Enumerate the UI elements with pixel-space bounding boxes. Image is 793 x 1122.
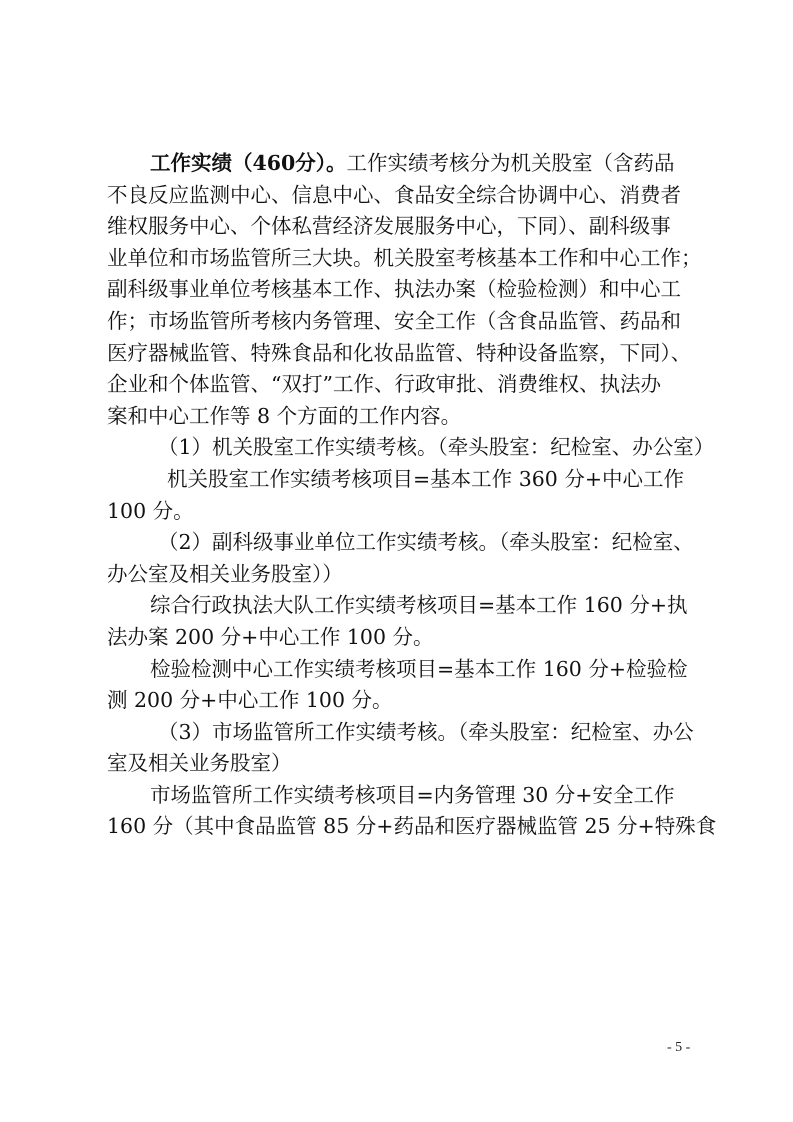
section3-item-line: 市场监管所工作实绩考核项目=内务管理 30 分+安全工作 — [150, 782, 675, 807]
para1-line: 副科级事业单位考核基本工作、执法办案（检验检测）和中心工 — [107, 277, 681, 302]
section-heading: 工作实绩（460分）。 — [150, 151, 347, 175]
section1-item-line: 机关股室工作实绩考核项目=基本工作 360 分+中心工作 — [167, 466, 685, 491]
para1-line: 维权服务中心、个体私营经济发展服务中心，下同）、副科级事 — [107, 214, 671, 239]
section2-item1-line: 综合行政执法大队工作实绩考核项目=基本工作 160 分+执 — [150, 593, 688, 618]
section2-title-line: 办公室及相关业务股室）） — [107, 561, 343, 586]
para1-line: 业单位和市场监管所三大块。机关股室考核基本工作和中心工作； — [107, 245, 702, 270]
para1-line: 不良反应监测中心、信息中心、食品安全综合协调中心、消费者 — [107, 182, 681, 207]
section2-title-line: （2）副科级事业单位工作实绩考核。（牵头股室：纪检室、 — [158, 530, 694, 555]
document-body — [107, 148, 717, 843]
title-line — [107, 148, 707, 180]
section2-item2-line: 检验检测中心工作实绩考核项目=基本工作 160 分+检验检 — [150, 656, 688, 681]
section1-title: （1）机关股室工作实绩考核。（牵头股室：纪检室、办公室） — [158, 435, 715, 460]
para1-line: 医疗器械监管、特殊食品和化妆品监管、特种设备监察，下同）、 — [107, 340, 692, 365]
section2-item2-line: 测 200 分+中心工作 100 分。 — [107, 688, 393, 713]
para1-line: 案和中心工作等 8 个方面的工作内容。 — [107, 403, 462, 428]
heading-continuation: 工作实绩考核分为机关股室（含药品 — [346, 151, 675, 175]
section3-item-line: 160 分（其中食品监管 85 分+药品和医疗器械监管 25 分+特殊食 — [107, 814, 717, 839]
section3-title-line: （3）市场监管所工作实绩考核。（牵头股室：纪检室、办公 — [158, 719, 694, 744]
section1-item-line: 100 分。 — [107, 498, 194, 523]
para1-line: 企业和个体监管、“双打”工作、行政审批、消费维权、执法办 — [107, 372, 661, 397]
page-number: - 5 - — [667, 1040, 691, 1055]
para1-line: 作；市场监管所考核内务管理、安全工作（含食品监管、药品和 — [107, 308, 681, 333]
section3-title-line: 室及相关业务股室） — [107, 751, 292, 776]
section2-item1-line: 法办案 200 分+中心工作 100 分。 — [107, 624, 434, 649]
